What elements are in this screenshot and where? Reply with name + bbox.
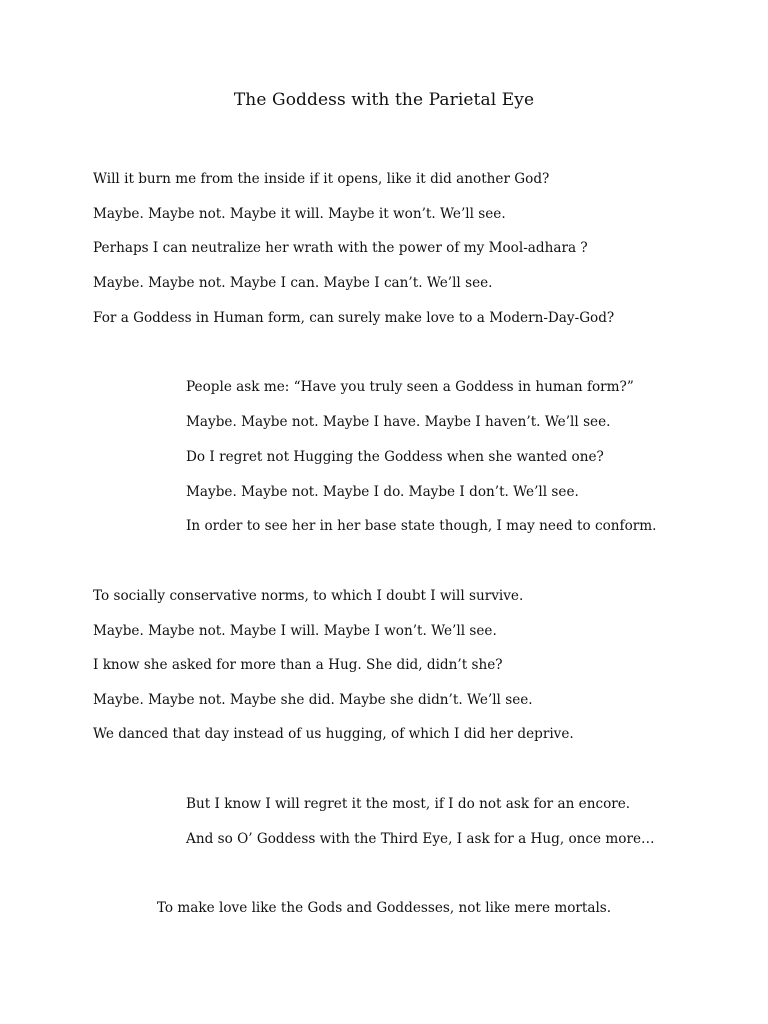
poem-closing-line: To make love like the Gods and Goddesses, not like mere mortals.: [156, 900, 612, 916]
poem-line: And so O’ Goddess with the Third Eye, I ask for a Hug, once more…: [186, 831, 655, 847]
poem-line: For a Goddess in Human form, can surely make love to a Modern-Day-God?: [93, 310, 615, 326]
poem-line: We danced that day instead of us hugging, of which I did her deprive.: [93, 726, 574, 742]
poem-line: Maybe. Maybe not. Maybe it will. Maybe it won’t. We’ll see.: [93, 206, 506, 222]
poem-line: Will it burn me from the inside if it opens, like it did another God?: [93, 171, 550, 187]
poem-line: Do I regret not Hugging the Goddess when she wanted one?: [186, 449, 604, 465]
poem-line: Maybe. Maybe not. Maybe I do. Maybe I don’t. We’ll see.: [186, 484, 579, 500]
poem-line: But I know I will regret it the most, if I do not ask for an encore.: [186, 796, 631, 812]
poem-line: Maybe. Maybe not. Maybe I have. Maybe I haven’t. We’ll see.: [186, 414, 611, 430]
poem-line: To socially conservative norms, to which I doubt I will survive.: [93, 588, 524, 604]
poem-line: Perhaps I can neutralize her wrath with the power of my Mool-adhara ?: [93, 240, 588, 256]
poem-title: The Goddess with the Parietal Eye: [233, 90, 535, 110]
poem-line: People ask me: “Have you truly seen a Goddess in human form?”: [186, 379, 634, 395]
poem-line: Maybe. Maybe not. Maybe she did. Maybe she didn’t. We’ll see.: [93, 692, 533, 708]
poem-line: Maybe. Maybe not. Maybe I can. Maybe I can’t. We’ll see.: [93, 275, 493, 291]
poem-line: Maybe. Maybe not. Maybe I will. Maybe I won’t. We’ll see.: [93, 623, 497, 639]
poem-line: I know she asked for more than a Hug. She did, didn’t she?: [93, 657, 503, 673]
poem-line: In order to see her in her base state though, I may need to conform.: [186, 518, 657, 534]
